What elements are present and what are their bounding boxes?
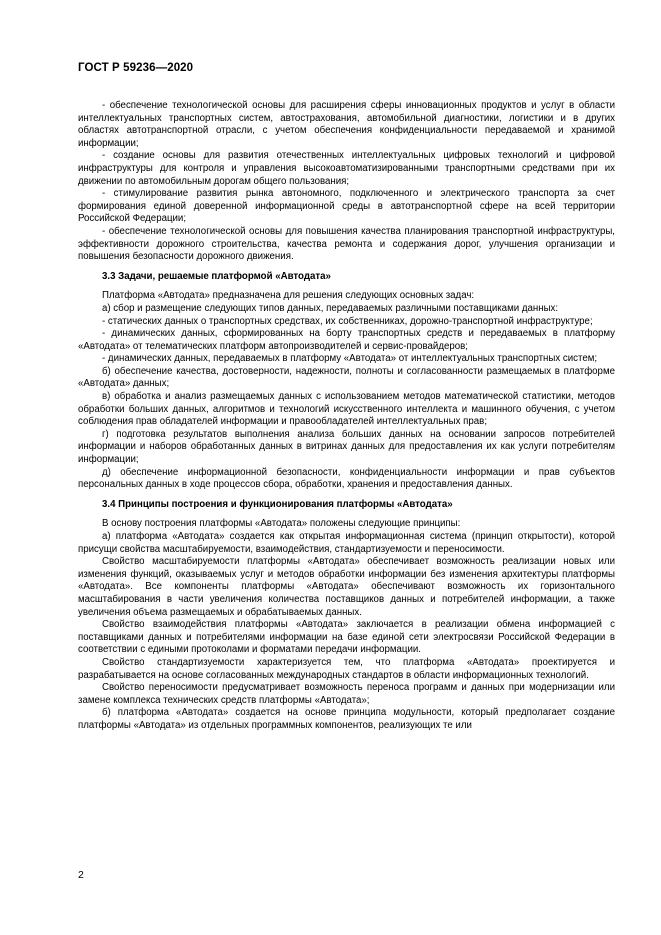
paragraph: - создание основы для развития отечественных интеллектуальных цифровых технологий и цифровой инфраструктуры для контроля и управления высокоавтоматизированными транспортными средствами при их движении по автомобильным дорогам общего пользования; xyxy=(78,150,615,187)
paragraph: - статических данных о транспортных средствах, их собственниках, дорожно-транспортной инфраструктуре; xyxy=(102,315,593,327)
paragraph: Свойство масштабируемости платформы «Автодата» обеспечивает возможность реализации новых или изменения функций, оказываемых услуг и методов обработки информации без изменения архитектуры платформы «Автодата». Все компоненты платформы «Автодата» обеспечивают возможность их горизонтального масштабирования в части увеличения количества поставщиков данных и потребителей информации, а также увеличения объема размещаемых и обрабатываемых данных. xyxy=(78,556,615,618)
paragraph: б) обеспечение качества, достоверности, надежности, полноты и согласованности размещаемых в платформе «Автодата» данных; xyxy=(78,365,615,390)
paragraph: В основу построения платформы «Автодата» положены следующие принципы: xyxy=(102,518,461,530)
document-body xyxy=(78,100,615,733)
section-heading-3-3: 3.3 Задачи, решаемые платформой «Автодата» xyxy=(102,270,331,282)
paragraph: Свойство стандартизуемости характеризуется тем, что платформа «Автодата» проектируется и разрабатывается на основе согласованных международных стандартов в области информационных технологий. xyxy=(78,656,615,681)
paragraph: Свойство переносимости предусматривает возможность переноса программ и данных при модернизации или замене комплекса технических средств платформы «Автодата»; xyxy=(78,682,615,706)
paragraph: Свойство взаимодействия платформы «Автодата» заключается в реализации обмена информацией с поставщиками данных и потребителями информации на базе единой сети электросвязи Российской Федерации в соответствии с едиными протоколами и форматами передачи информации. xyxy=(78,619,615,656)
page-number: 2 xyxy=(78,869,84,881)
paragraph: - обеспечение технологической основы для повышения качества планирования транспортной инфраструктуры, эффективности дорожного строительства, качества ремонта и содержания дорог, улучшения организации и повышения безопасности дорожного движения. xyxy=(78,225,615,263)
paragraph: г) подготовка результатов выполнения анализа больших данных на основании запросов потребителей информации и наборов обработанных данных в витринах данных для предоставления их как услуги потребителям информации; xyxy=(78,428,615,466)
paragraph: в) обработка и анализ размещаемых данных с использованием методов математической статистики, методов обработки больших данных, алгоритмов и технологий искусственного интеллекта и машинного обучения, с учетом соблюдения прав обладателей информации и правообладателей интеллектуальных прав; xyxy=(78,391,615,428)
paragraph: а) платформа «Автодата» создается как открытая информационная система (принцип открытости), которой присущи свойства масштабируемости, взаимодействия, стандартизуемости и переносимости. xyxy=(78,531,615,555)
paragraph: Платформа «Автодата» предназначена для решения следующих основных задач: xyxy=(102,290,475,302)
paragraph: б) платформа «Автодата» создается на основе принципа модульности, который предполагает создание платформы «Автодата» из отдельных программных компонентов, реализующих те или xyxy=(78,707,615,731)
paragraph: д) обеспечение информационной безопасности, конфиденциальности информации и прав субъектов персональных данных в ходе процессов сбора, обработки, хранения и предоставления данных. xyxy=(78,466,615,491)
document-header: ГОСТ Р 59236—2020 xyxy=(78,62,194,74)
paragraph: - динамических данных, передаваемых в платформу «Автодата» от интеллектуальных транспортных систем; xyxy=(102,353,598,365)
paragraph: - обеспечение технологической основы для расширения сферы инновационных продуктов и услуг в области интеллектуальных транспортных систем, автострахования, автомобильной диагностики, логистики и в других областях автотранспортной отрасли, с учетом обеспечения конфиденциальности передаваемой и хранимой информации; xyxy=(78,100,615,149)
section-heading-3-4: 3.4 Принципы построения и функционирования платформы «Автодата» xyxy=(102,498,453,510)
paragraph: - динамических данных, сформированных на борту транспортных средств и передаваемых в платформу «Автодата» от телематических платформ автопроизводителей и сервис-провайдеров; xyxy=(78,328,615,352)
paragraph: - стимулирование развития рынка автономного, подключенного и электрического транспорта за счет формирования единой доверенной информационной среды в автотранспортной сфере на всей территории Российской Федерации; xyxy=(78,188,615,225)
paragraph: а) сбор и размещение следующих типов данных, передаваемых различными поставщиками данных: xyxy=(102,302,559,314)
